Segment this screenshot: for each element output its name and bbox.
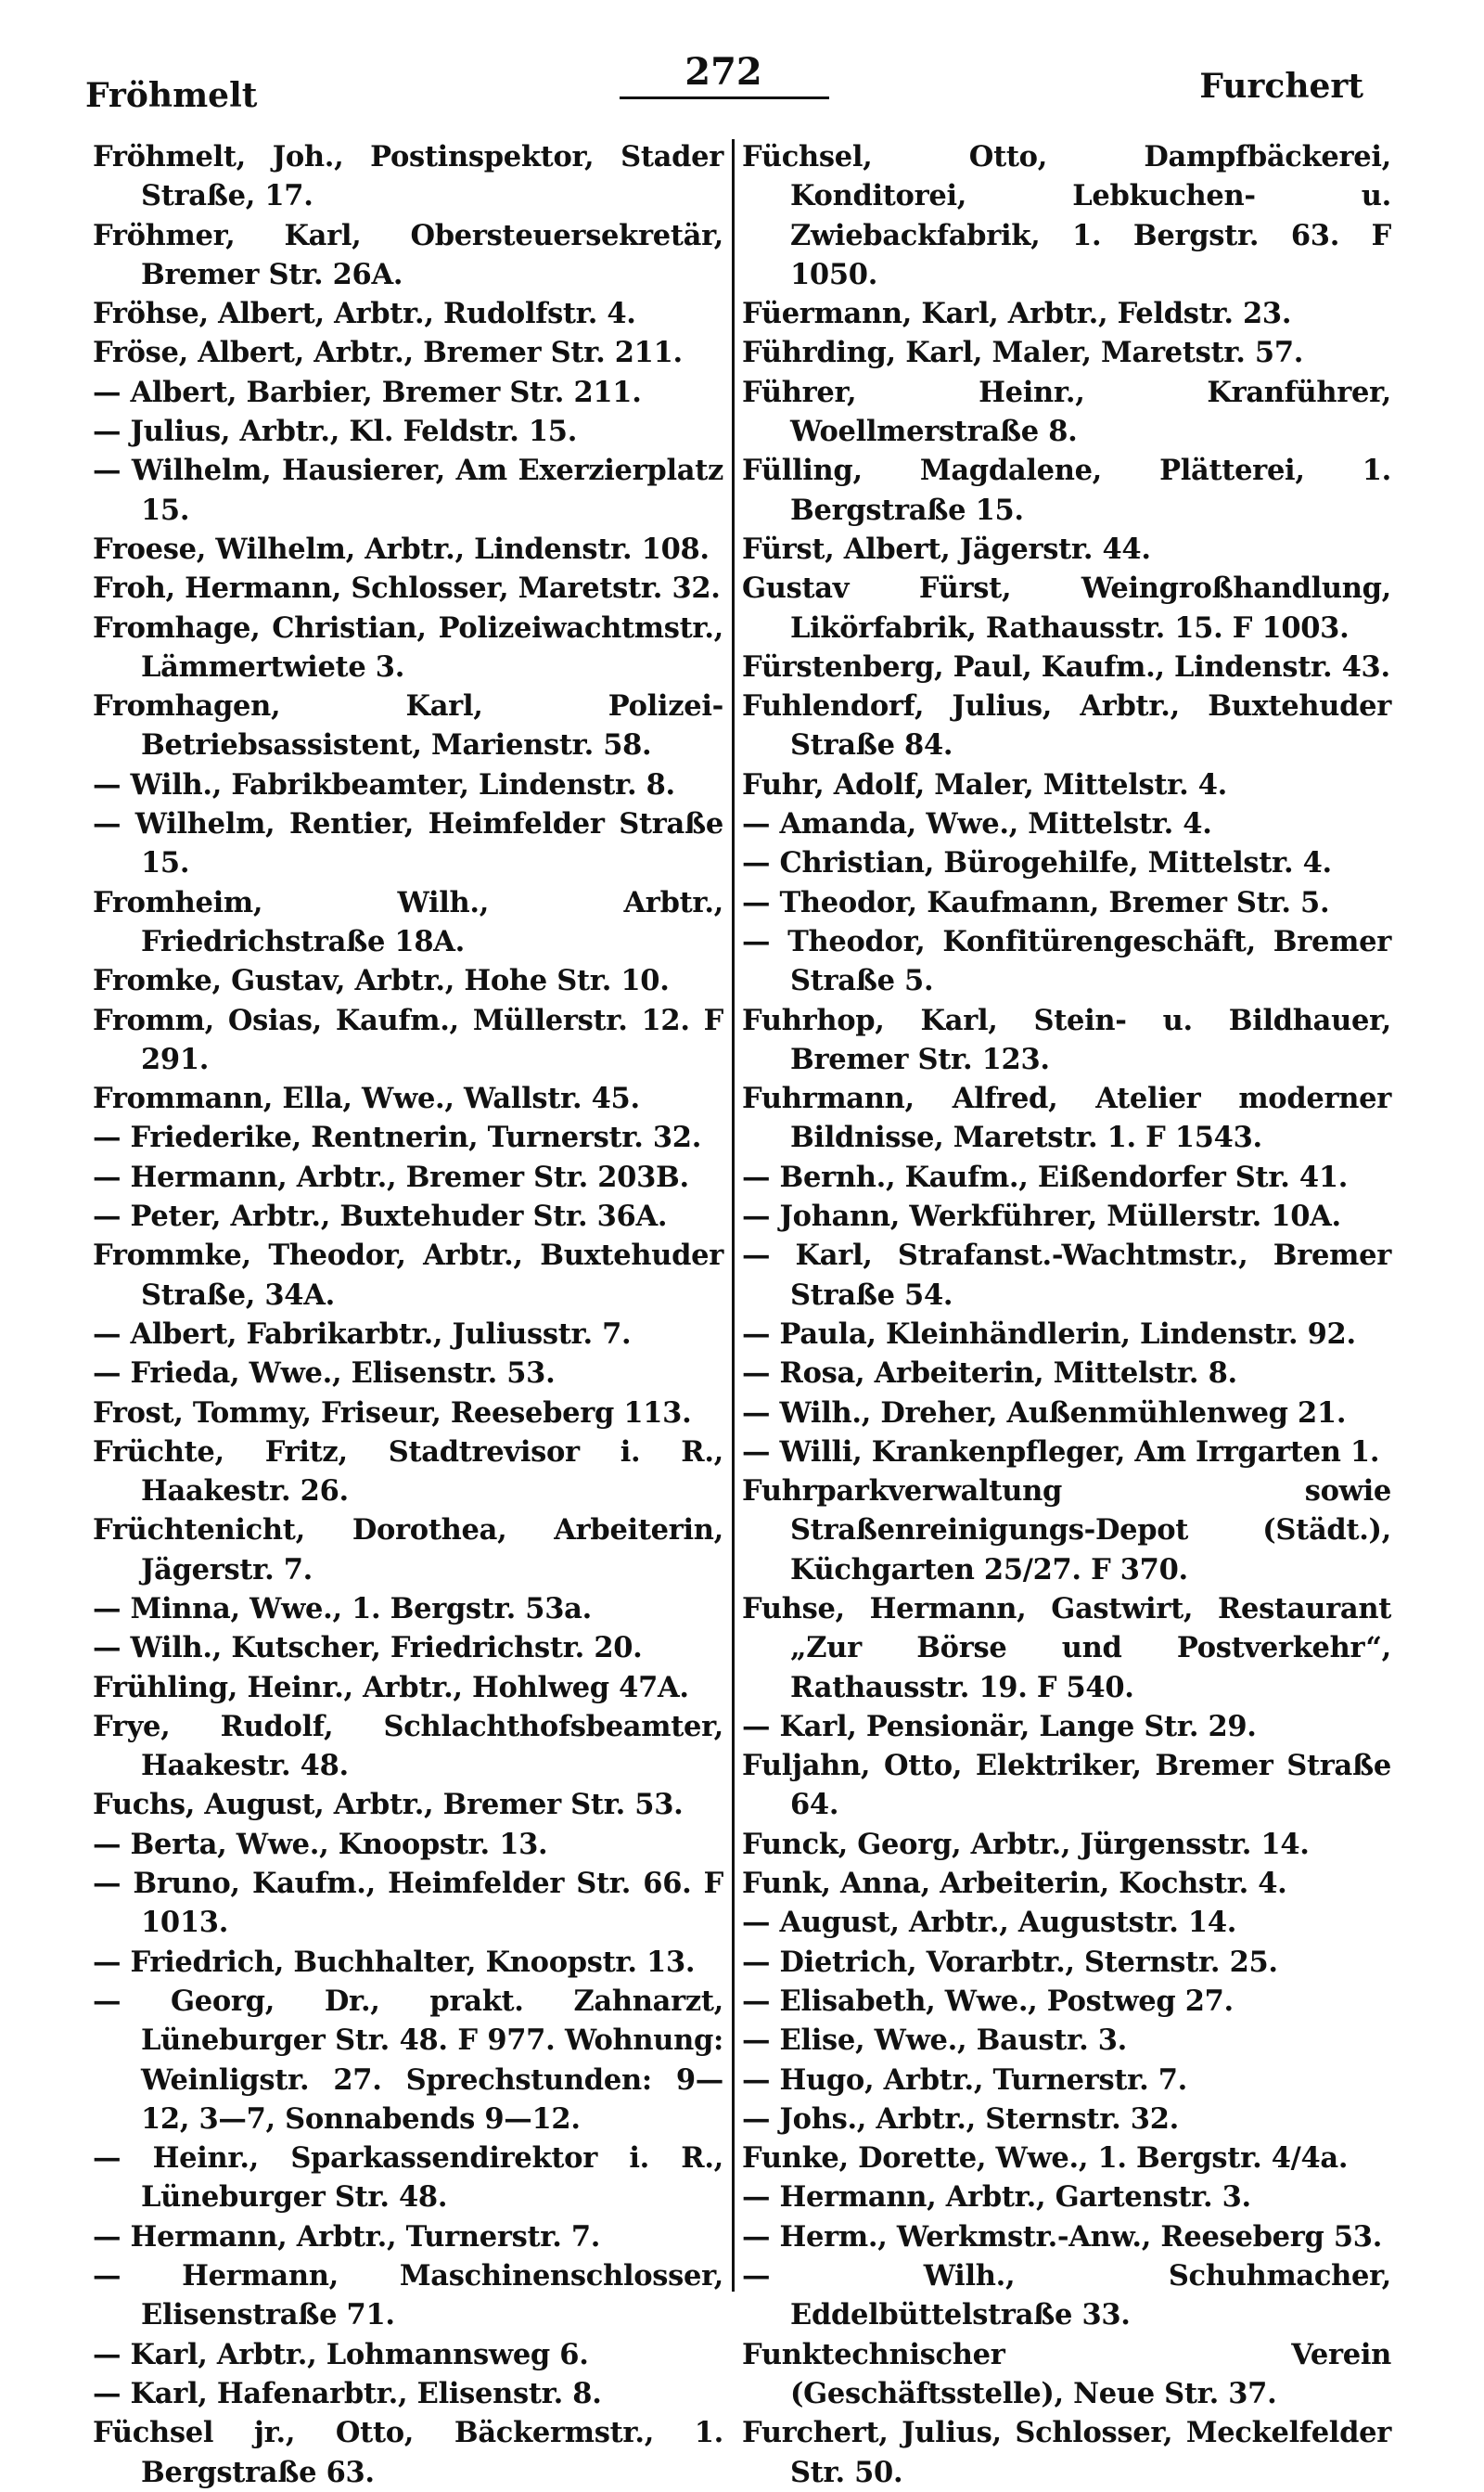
- directory-entry: — Theodor, Kaufmann, Bremer Str. 5.: [742, 885, 1330, 919]
- directory-entry: — Willi, Krankenpfleger, Am Irrgarten 1.: [742, 1434, 1380, 1469]
- column-divider: [732, 139, 735, 2292]
- directory-entry: Fuhrmann, Alfred, Atelier moderner Bildnisse, Maretstr. 1. F 1543.: [742, 1082, 1391, 1155]
- directory-entry: — Wilh., Fabrikbeamter, Lindenstr. 8.: [93, 767, 675, 802]
- directory-entry: Führding, Karl, Maler, Maretstr. 57.: [742, 336, 1304, 370]
- directory-entry: Füchsel, Otto, Dampfbäckerei, Konditorei, Lebkuchen- u. Zwiebackfabrik, 1. Bergstr. 63. F 1050.: [742, 140, 1391, 291]
- directory-entry: — Karl, Hafenarbtr., Elisenstr. 8.: [93, 2376, 602, 2410]
- directory-entry: Früchte, Fritz, Stadtrevisor i. R., Haakestr. 26.: [93, 1434, 723, 1509]
- directory-entry: — Hermann, Arbtr., Turnerstr. 7.: [93, 2219, 601, 2254]
- directory-entry: — Wilh., Dreher, Außenmühlenweg 21.: [742, 1395, 1347, 1430]
- directory-entry: Fuhrhop, Karl, Stein- u. Bildhauer, Bremer Str. 123.: [742, 1003, 1391, 1076]
- directory-entry: Fuljahn, Otto, Elektriker, Bremer Straße 64.: [742, 1749, 1391, 1822]
- directory-entry: — Wilhelm, Hausierer, Am Exerzierplatz 15.: [93, 454, 723, 527]
- directory-entry: Gustav Fürst, Weingroßhandlung, Likörfabrik, Rathausstr. 15. F 1003.: [742, 572, 1391, 645]
- directory-entry: Froese, Wilhelm, Arbtr., Lindenstr. 108.: [93, 532, 710, 566]
- directory-entry: Froh, Hermann, Schlosser, Maretstr. 32.: [93, 572, 721, 606]
- directory-entry: — Karl, Pensionär, Lange Str. 29.: [742, 1709, 1257, 1743]
- directory-entry: — Friedrich, Buchhalter, Knoopstr. 13.: [93, 1945, 696, 1979]
- directory-entry: — Wilh., Kutscher, Friedrichstr. 20.: [93, 1631, 643, 1665]
- directory-entry: — Minna, Wwe., 1. Bergstr. 53a.: [93, 1591, 592, 1625]
- directory-entry: Fröse, Albert, Arbtr., Bremer Str. 211.: [93, 336, 683, 370]
- directory-entry: Frost, Tommy, Friseur, Reeseberg 113.: [93, 1395, 692, 1430]
- directory-entry: Fürstenberg, Paul, Kaufm., Lindenstr. 43.: [742, 649, 1390, 684]
- directory-entry: Furchert, Julius, Schlosser, Meckelfelder Str. 50.: [742, 2416, 1391, 2489]
- directory-entry: Fröhse, Albert, Arbtr., Rudolfstr. 4.: [93, 297, 636, 331]
- page-number: 272: [684, 50, 762, 94]
- directory-entry: — Rosa, Arbeiterin, Mittelstr. 8.: [742, 1356, 1237, 1391]
- directory-entry: — Hermann, Arbtr., Gartenstr. 3.: [742, 2180, 1251, 2215]
- directory-entry: — Albert, Fabrikarbtr., Juliusstr. 7.: [93, 1317, 632, 1351]
- directory-entry: Fromheim, Wilh., Arbtr., Friedrichstraße 18A.: [93, 885, 723, 958]
- directory-entry: Funktechnischer Verein (Geschäftsstelle), Neue Str. 37.: [742, 2337, 1391, 2410]
- directory-entry: — Johs., Arbtr., Sternstr. 32.: [742, 2101, 1179, 2136]
- directory-entry: Fromhagen, Karl, Polizei-Betriebsassistent, Marienstr. 58.: [93, 689, 723, 763]
- directory-entry: Frommke, Theodor, Arbtr., Buxtehuder Straße, 34A.: [93, 1239, 723, 1312]
- directory-entry: Fuhse, Hermann, Gastwirt, Restaurant „Zur Börse und Postverkehr“, Rathausstr. 19. F 540.: [742, 1591, 1391, 1704]
- directory-entry: — Bruno, Kaufm., Heimfelder Str. 66. F 1013.: [93, 1867, 723, 1940]
- directory-entry: — Bernh., Kaufm., Eißendorfer Str. 41.: [742, 1160, 1349, 1194]
- directory-entry: — Julius, Arbtr., Kl. Feldstr. 15.: [93, 415, 578, 449]
- directory-entry: Füchsel jr., Otto, Bäckermstr., 1. Bergstraße 63.: [93, 2416, 723, 2489]
- directory-entry: — Dietrich, Vorarbtr., Sternstr. 25.: [742, 1945, 1278, 1979]
- directory-entry: — Paula, Kleinhändlerin, Lindenstr. 92.: [742, 1317, 1356, 1351]
- directory-entry: Frühling, Heinr., Arbtr., Hohlweg 47A.: [93, 1670, 689, 1704]
- directory-entry: — Elise, Wwe., Baustr. 3.: [742, 2023, 1127, 2058]
- directory-entry: Füermann, Karl, Arbtr., Feldstr. 23.: [742, 297, 1292, 331]
- directory-entry: — Johann, Werkführer, Müllerstr. 10A.: [742, 1200, 1341, 1234]
- directory-entry: — Wilh., Schuhmacher, Eddelbüttelstraße 33.: [742, 2259, 1391, 2332]
- directory-entry: Fröhmer, Karl, Obersteuersekretär, Bremer Str. 26A.: [93, 218, 723, 291]
- directory-entry: Funck, Georg, Arbtr., Jürgensstr. 14.: [742, 1827, 1310, 1861]
- directory-entry: Führer, Heinr., Kranführer, Woellmerstraße 8.: [742, 375, 1391, 449]
- directory-entry: — Elisabeth, Wwe., Postweg 27.: [742, 1984, 1234, 2018]
- directory-entry: — Peter, Arbtr., Buxtehuder Str. 36A.: [93, 1200, 668, 1234]
- directory-entry: Funk, Anna, Arbeiterin, Kochstr. 4.: [742, 1867, 1287, 1901]
- running-head-left: Fröhmelt: [85, 76, 258, 115]
- directory-entry: Früchtenicht, Dorothea, Arbeiterin, Jägerstr. 7.: [93, 1513, 723, 1586]
- directory-entry: — Christian, Bürogehilfe, Mittelstr. 4.: [742, 846, 1332, 880]
- directory-entry: — Friederike, Rentnerin, Turnerstr. 32.: [93, 1121, 702, 1155]
- directory-entry: Fuhrparkverwaltung sowie Straßenreinigungs-Depot (Städt.), Küchgarten 25/27. F 370.: [742, 1474, 1391, 1586]
- directory-entry: Fromke, Gustav, Arbtr., Hohe Str. 10.: [93, 964, 670, 998]
- directory-entry: Funke, Dorette, Wwe., 1. Bergstr. 4/4a.: [742, 2141, 1349, 2176]
- directory-entry: — Berta, Wwe., Knoopstr. 13.: [93, 1827, 548, 1861]
- directory-entry: Fromhage, Christian, Polizeiwachtmstr., Lämmertwiete 3.: [93, 610, 723, 684]
- directory-entry: — Amanda, Wwe., Mittelstr. 4.: [742, 807, 1212, 841]
- directory-entry: — Theodor, Konfitürengeschäft, Bremer Straße 5.: [742, 924, 1391, 998]
- running-head-right: Furchert: [1199, 67, 1363, 106]
- directory-entry: Fuchs, August, Arbtr., Bremer Str. 53.: [93, 1788, 684, 1822]
- directory-entry: — Albert, Barbier, Bremer Str. 211.: [93, 375, 642, 409]
- directory-entry: Fürst, Albert, Jägerstr. 44.: [742, 532, 1151, 566]
- directory-entry: Fuhlendorf, Julius, Arbtr., Buxtehuder Straße 84.: [742, 689, 1391, 763]
- left-column: [93, 137, 723, 2492]
- directory-entry: — Herm., Werkmstr.-Anw., Reeseberg 53.: [742, 2219, 1383, 2254]
- directory-entry: — Georg, Dr., prakt. Zahnarzt, Lüneburger Str. 48. F 977. Wohnung: Weinligstr. 27. Sprechstunden: 9—12, 3—7, Sonnabends 9—12.: [93, 1984, 723, 2136]
- directory-entry: — Karl, Strafanst.-Wachtmstr., Bremer Straße 54.: [742, 1239, 1391, 1312]
- directory-entry: — Hugo, Arbtr., Turnerstr. 7.: [742, 2062, 1187, 2097]
- directory-entry: — Wilhelm, Rentier, Heimfelder Straße 15.: [93, 807, 723, 880]
- directory-entry: Fuhr, Adolf, Maler, Mittelstr. 4.: [742, 767, 1227, 802]
- directory-entry: — Frieda, Wwe., Elisenstr. 53.: [93, 1356, 556, 1391]
- directory-entry: Frye, Rudolf, Schlachthofsbeamter, Haakestr. 48.: [93, 1709, 723, 1783]
- directory-entry: — Hermann, Maschinenschlosser, Elisenstraße 71.: [93, 2259, 723, 2332]
- directory-entry: Fülling, Magdalene, Plätterei, 1. Bergstraße 15.: [742, 454, 1391, 527]
- right-column: [742, 137, 1391, 2492]
- directory-entry: Fröhmelt, Joh., Postinspektor, Stader Straße, 17.: [93, 140, 723, 213]
- directory-entry: Frommann, Ella, Wwe., Wallstr. 45.: [93, 1082, 640, 1116]
- directory-entry: — Hermann, Arbtr., Bremer Str. 203B.: [93, 1160, 689, 1194]
- directory-entry: — Karl, Arbtr., Lohmannsweg 6.: [93, 2337, 589, 2371]
- directory-entry: — Heinr., Sparkassendirektor i. R., Lüneburger Str. 48.: [93, 2141, 723, 2215]
- page-number-rule: [620, 96, 829, 99]
- directory-entry: — August, Arbtr., Auguststr. 14.: [742, 1906, 1237, 1940]
- directory-entry: Fromm, Osias, Kaufm., Müllerstr. 12. F 291.: [93, 1003, 723, 1076]
